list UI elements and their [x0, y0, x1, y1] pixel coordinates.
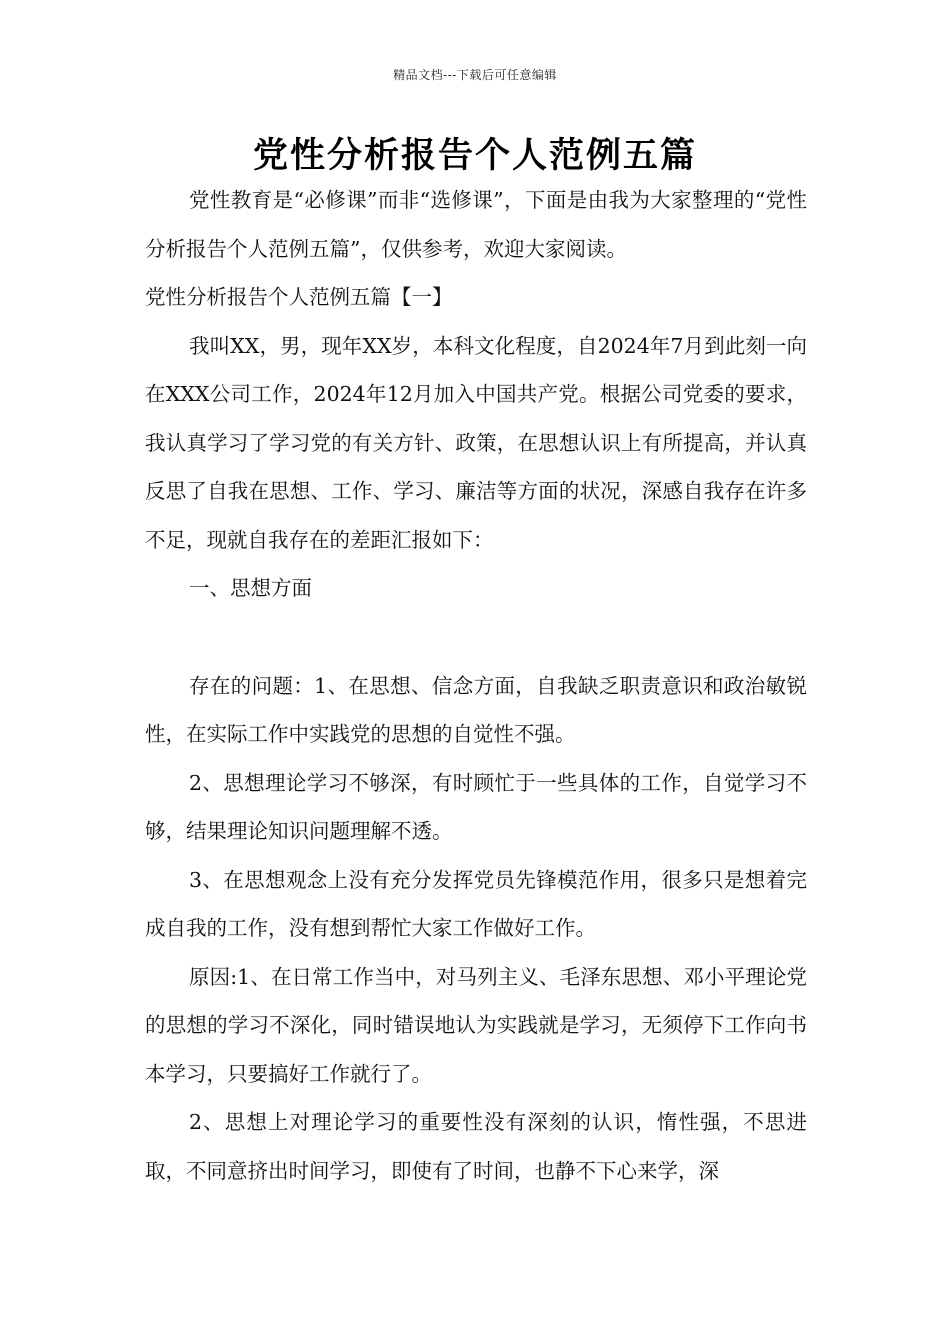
body-paragraph: 3、在思想观念上没有充分发挥党员先锋模范作用，很多只是想着完成自我的工作，没有想到帮忙大家工作做好工作。: [145, 867, 807, 940]
document-body: [145, 176, 807, 1195]
blank-spacer: [145, 613, 807, 662]
body-paragraph: 2、思想理论学习不够深，有时顾忙于一些具体的工作，自觉学习不够，结果理论知识问题理解不透。: [145, 770, 807, 843]
body-paragraph: 我叫XX，男，现年XX岁，本科文化程度，自2024年7月到此刻一向在XXX公司工作，2024年12月加入中国共产党。根据公司党委的要求，我认真学习了学习党的有关方针、政策，在思想认识上有所提高，并认真反思了自我在思想、工作、学习、廉洁等方面的状况，深感自我存在许多不足，现就自我存在的差距汇报如下：: [145, 333, 807, 552]
section-heading: 党性分析报告个人范例五篇【一】: [145, 285, 453, 309]
body-paragraph: 存在的问题：1、在思想、信念方面，自我缺乏职责意识和政治敏锐性，在实际工作中实践党的思想的自觉性不强。: [145, 673, 807, 746]
body-paragraph: 2、思想上对理论学习的重要性没有深刻的认识，惰性强，不思进取，不同意挤出时间学习，即使有了时间，也静不下心来学，深: [145, 1110, 807, 1183]
page-header-note: 精品文档---下载后可任意编辑: [393, 68, 557, 82]
intro-paragraph: 党性教育是“必修课”而非“选修课”，下面是由我为大家整理的“党性分析报告个人范例五篇”，仅供参考，欢迎大家阅读。: [145, 188, 807, 261]
document-title: 党性分析报告个人范例五篇: [252, 135, 697, 176]
body-paragraph: 原因:1、在日常工作当中，对马列主义、毛泽东思想、邓小平理论党的思想的学习不深化，同时错误地认为实践就是学习，无须停下工作向书本学习，只要搞好工作就行了。: [145, 964, 807, 1086]
sub-heading: 一、思想方面: [189, 576, 312, 600]
